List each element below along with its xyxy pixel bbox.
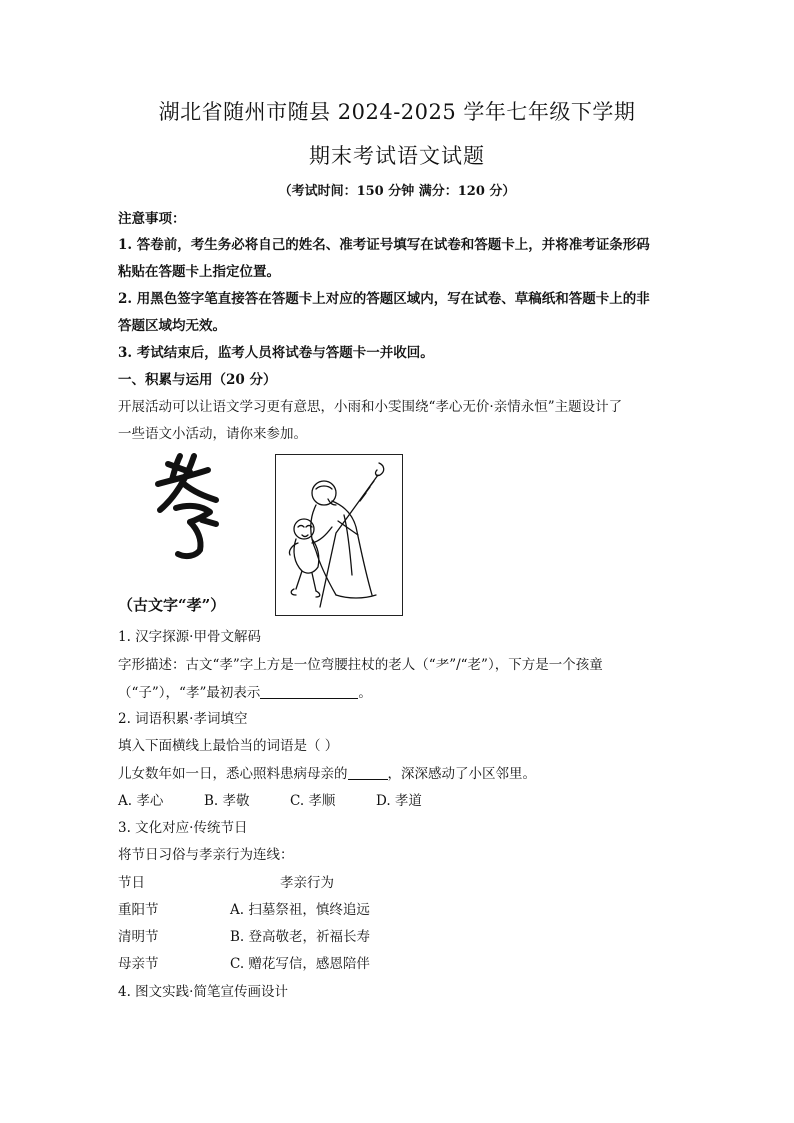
q3-behavior-1[interactable]: A. 扫墓祭祖，慎终追远 [230,902,370,918]
q3-festival-2[interactable]: 清明节 [118,929,159,945]
q2-answer-blank[interactable] [348,779,388,780]
exam-meta: （考试时间：150 分钟 满分：120 分） [278,184,516,199]
notice-heading: 注意事项： [118,211,186,227]
q3-col-behavior: 孝亲行为 [280,875,334,891]
notice-item3: 3. 考试结束后，监考人员将试卷与答题卡一并收回。 [118,345,434,361]
section1-intro-line2: 一些语文小活动，请你来参加。 [118,426,307,442]
q2-options [118,792,422,810]
q4-title: 4. 图文实践·简笔宣传画设计 [118,984,288,1000]
elder-child-illustration [275,454,403,616]
exam-title-line2: 期末考试语文试题 [309,144,485,168]
q2-sentence-before: 儿女数年如一日，悉心照料患病母亲的 [118,766,348,782]
q3-title: 3. 文化对应·传统节日 [118,820,248,836]
section1-intro-line1: 开展活动可以让语文学习更有意思，小雨和小雯围绕“孝心无价·亲情永恒”主题设计了 [118,399,623,415]
q1-answer-blank[interactable] [260,698,358,699]
q1-text-line1: 字形描述：古文“孝”字上方是一位弯腰拄杖的老人（“⺹”/“老”），下方是一个孩童 [118,657,603,673]
exam-title-line1: 湖北省随州市随县 2024-2025 学年七年级下学期 [158,100,636,124]
q2-title: 2. 词语积累·孝词填空 [118,711,248,727]
q2-prompt: 填入下面横线上最恰当的词语是（ ） [118,738,339,754]
q2-option-d[interactable]: D. 孝道 [376,793,422,809]
q2-sentence [118,765,536,783]
q1-title: 1. 汉字探源·甲骨文解码 [118,629,261,645]
section1-heading: 一、积累与运用（20 分） [118,372,277,388]
notice-item2-line1: 2. 用黑色签字笔直接答在答题卡上对应的答题区域内，写在试卷、草稿纸和答题卡上的非 [118,291,650,307]
q3-behavior-3[interactable]: C. 赠花写信，感恩陪伴 [230,956,370,972]
q2-option-c[interactable]: C. 孝顺 [290,793,336,809]
notice-item1-line2: 粘贴在答题卡上指定位置。 [118,264,280,280]
q1-text-before: （“子”），“孝”最初表示 [118,685,261,701]
q3-festival-1[interactable]: 重阳节 [118,902,159,918]
q1-text-after: 。 [358,685,372,701]
q3-row [118,928,370,946]
q3-prompt: 将节日习俗与孝亲行为连线： [118,847,294,863]
q3-row [118,955,370,973]
q2-sentence-after: ，深深感动了小区邻里。 [387,766,536,782]
q2-option-b[interactable]: B. 孝敬 [204,793,250,809]
q3-header-row [118,874,334,892]
notice-item1-line1: 1. 答卷前，考生务必将自己的姓名、准考证号填写在试卷和答题卡上，并将准考证条形码 [118,237,650,253]
q3-row [118,901,370,919]
q1-text-line2 [118,684,372,702]
q3-col-festival: 节日 [118,875,145,891]
q2-option-a[interactable]: A. 孝心 [118,793,164,809]
notice-item2-line2: 答题区域均无效。 [118,318,226,334]
ancient-xiao-glyph-image [150,450,230,562]
q3-festival-3[interactable]: 母亲节 [118,956,159,972]
q3-behavior-2[interactable]: B. 登高敬老，祈福长寿 [230,929,371,945]
image-caption: （古文字“孝”） [118,596,226,614]
